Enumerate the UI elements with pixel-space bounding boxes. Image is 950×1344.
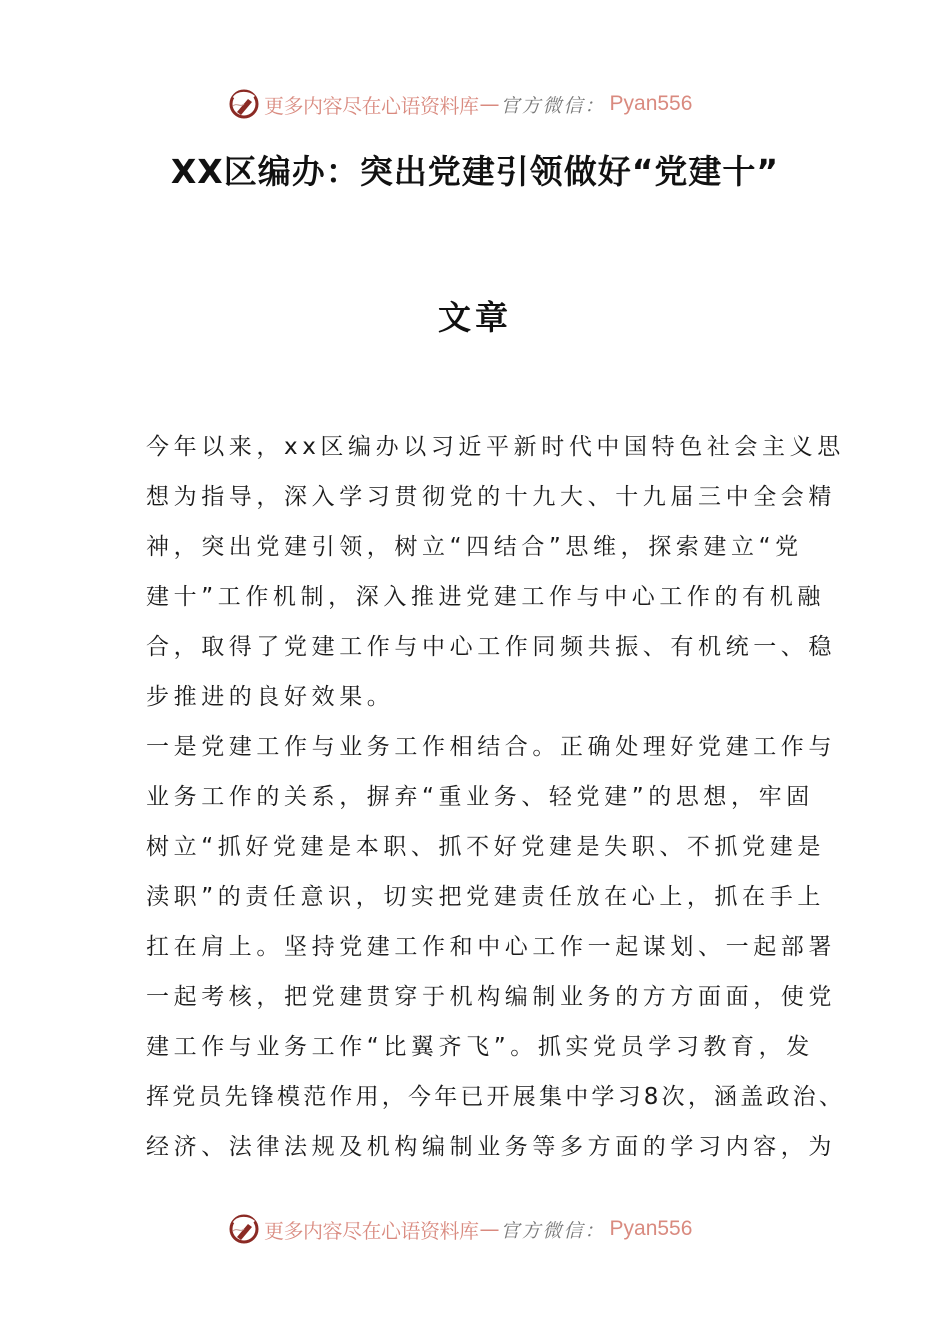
body-line: 建工作与业务工作“比翼齐飞”。抓实党员学习教育，发 xyxy=(146,1034,814,1060)
body-line: 一起考核，把党建贯穿于机构编制业务的方方面面，使党 xyxy=(146,984,836,1010)
document-title-line-2: 文章 xyxy=(438,298,512,337)
watermark-text: 更多内容尽在心语资料库 xyxy=(264,1218,479,1243)
watermark-wechat-label: 官方微信： xyxy=(500,1219,606,1242)
body-line: 扛在肩上。坚持党建工作和中心工作一起谋划、一起部署 xyxy=(146,934,836,960)
watermark-dash: — xyxy=(479,92,500,116)
footer-watermark xyxy=(228,1211,692,1247)
body-line: 合，取得了党建工作与中心工作同频共振、有机统一、稳 xyxy=(146,634,836,660)
quill-pen-logo-icon xyxy=(228,88,260,120)
header-watermark xyxy=(228,86,692,122)
body-line: 经济、法律法规及机构编制业务等多方面的学习内容，为 xyxy=(146,1134,836,1160)
body-line: 今年以来，xx区编办以习近平新时代中国特色社会主义思 xyxy=(146,434,845,460)
watermark-text: 更多内容尽在心语资料库 xyxy=(264,93,479,118)
document-body xyxy=(146,422,846,1172)
body-line: 树立“抓好党建是本职、抓不好党建是失职、不抓党建是 xyxy=(146,834,825,860)
body-line: 挥党员先锋模范作用，今年已开展集中学习8次，涵盖政治、 xyxy=(146,1084,846,1110)
body-line: 步推进的良好效果。 xyxy=(146,684,395,710)
document-title-line-1: XX区编办：突出党建引领做好“党建十” xyxy=(170,152,780,191)
watermark-dash: — xyxy=(479,1217,500,1241)
watermark-wechat-label: 官方微信： xyxy=(500,94,606,117)
body-line: 一是党建工作与业务工作相结合。正确处理好党建工作与 xyxy=(146,734,836,760)
body-line: 业务工作的关系，摒弃“重业务、轻党建”的思想，牢固 xyxy=(146,784,814,810)
watermark-wechat-id: Pyan556 xyxy=(609,92,693,115)
quill-pen-logo-icon xyxy=(228,1213,260,1245)
body-line: 想为指导，深入学习贯彻党的十九大、十九届三中全会精 xyxy=(146,484,836,510)
body-line: 渎职”的责任意识，切实把党建责任放在心上，抓在手上 xyxy=(146,884,825,910)
body-line: 神，突出党建引领，树立“四结合”思维，探索建立“党 xyxy=(146,534,803,560)
body-line: 建十”工作机制，深入推进党建工作与中心工作的有机融 xyxy=(146,584,825,610)
watermark-wechat-id: Pyan556 xyxy=(609,1217,693,1240)
